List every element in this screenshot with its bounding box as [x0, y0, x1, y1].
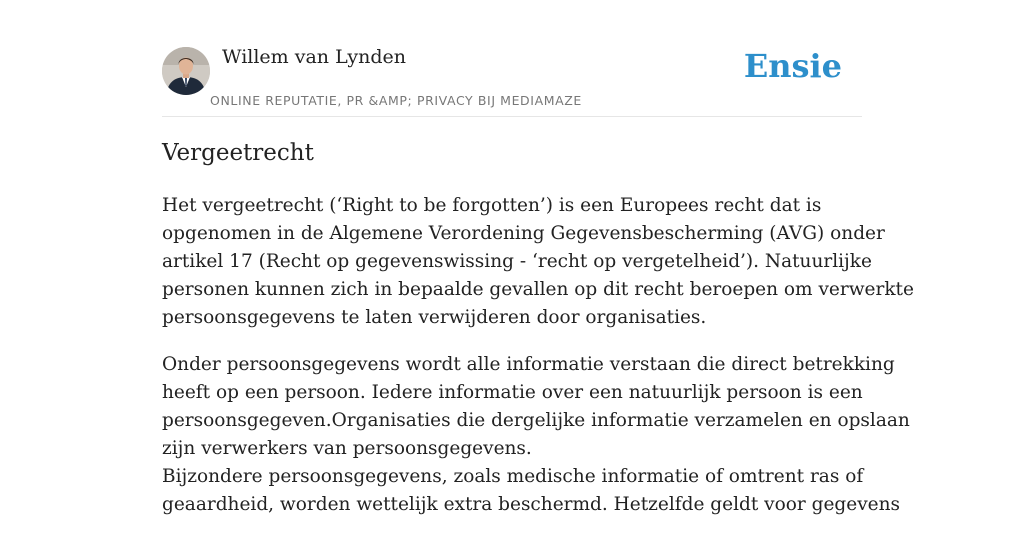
text-line: zijn verwerkers van persoonsgegevens. [162, 438, 532, 459]
text-line: persoonsgegeven.Organisaties die dergelijke informatie verzamelen en opslaan [162, 410, 910, 431]
text-line: persoonsgegevens te laten verwijderen door organisaties. [162, 307, 707, 328]
author-avatar[interactable] [162, 47, 210, 95]
author-name[interactable]: Willem van Lynden [222, 46, 406, 68]
article-paragraph [162, 192, 914, 332]
text-line: geaardheid, worden wettelijk extra beschermd. Hetzelfde geldt voor gegevens [162, 494, 901, 515]
text-line: artikel 17 (Recht op gegevenswissing - ‘recht op vergetelheid’). Natuurlijke [162, 251, 872, 272]
page-container [162, 0, 914, 515]
article-body [162, 192, 914, 538]
ensie-logo[interactable]: Ensie [743, 47, 842, 85]
text-line: personen kunnen zich in bepaalde gevallen op dit recht beroepen om verwerkte [162, 279, 914, 300]
author-tagline: ONLINE REPUTATIE, PR &AMP; PRIVACY BIJ MEDIAMAZE [210, 93, 582, 108]
text-line: opgenomen in de Algemene Verordening Gegevensbescherming (AVG) onder [162, 223, 885, 244]
article-paragraph [162, 351, 910, 519]
header [162, 0, 862, 117]
text-line: heeft op een persoon. Iedere informatie over een natuurlijk persoon is een [162, 382, 863, 403]
article-title: Vergeetrecht [162, 140, 314, 166]
text-line: Onder persoonsgegevens wordt alle informatie verstaan die direct betrekking [162, 354, 895, 375]
author-photo [162, 47, 210, 95]
text-line: Bijzondere persoonsgegevens, zoals medische informatie of omtrent ras of [162, 466, 864, 487]
text-line: Het vergeetrecht (‘Right to be forgotten’) is een Europees recht dat is [162, 195, 822, 216]
